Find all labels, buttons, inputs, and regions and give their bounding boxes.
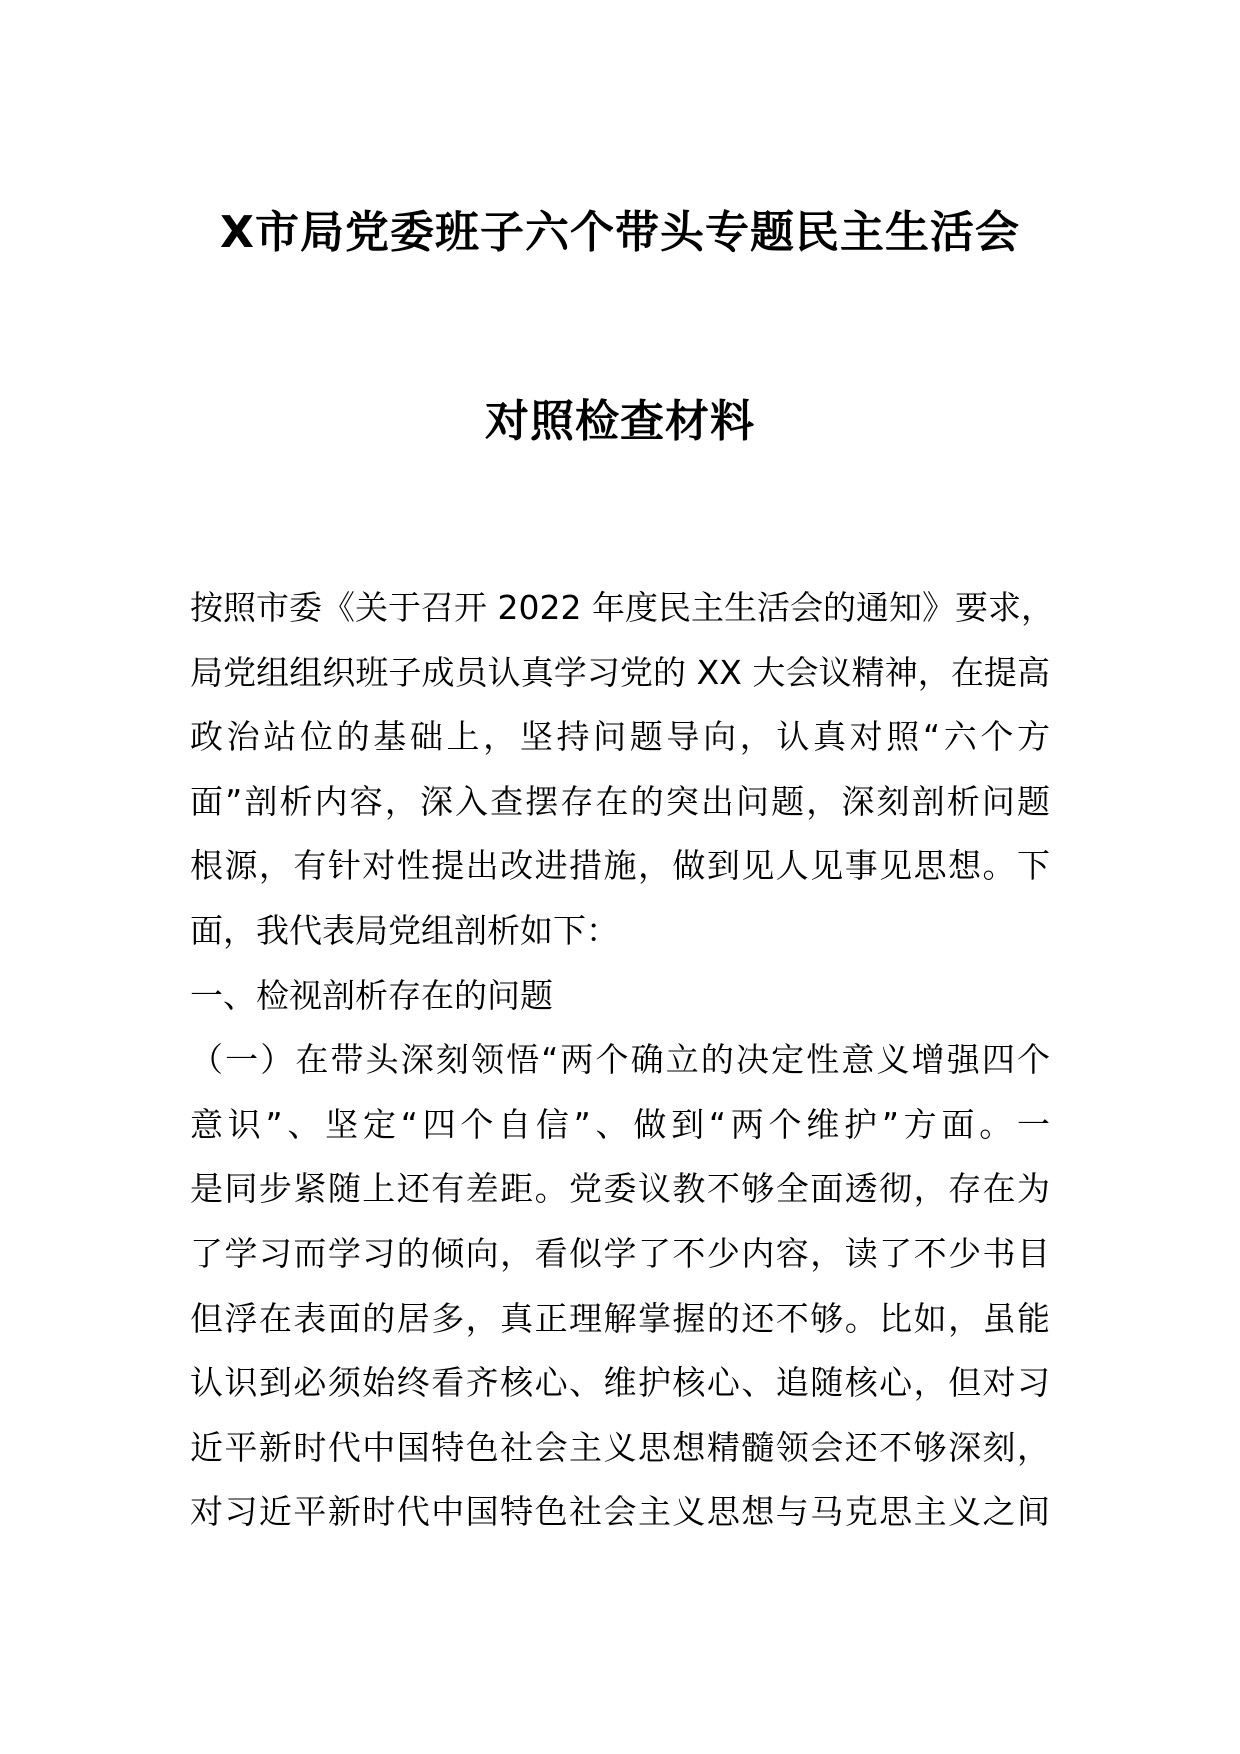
body-line: 是同步紧随上还有差距。党委议教不够全面透彻，存在为 (190, 1169, 1050, 1209)
document-body (190, 576, 1054, 1545)
body-line: 对习近平新时代中国特色社会主义思想与马克思主义之间 (190, 1492, 1050, 1532)
body-line: 根源，有针对性提出改进措施，做到见人见事见思想。下 (190, 846, 1050, 886)
body-line: 但浮在表面的居多，真正理解掌握的还不够。比如，虽能 (190, 1298, 1050, 1338)
body-line: 面”剖析内容，深入查摆存在的突出问题，深刻剖析问题 (190, 781, 1050, 821)
document-title-line-2: 对照检查材料 (485, 396, 755, 447)
body-line: （一）在带头深刻领悟“两个确立的决定性意义增强四个 (190, 1040, 1050, 1080)
body-line: 认识到必须始终看齐核心、维护核心、追随核心，但对习 (190, 1363, 1050, 1403)
body-line: 了学习而学习的倾向，看似学了不少内容，读了不少书目 (190, 1233, 1050, 1273)
document-title-line-1: X市局党委班子六个带头专题民主生活会 (220, 207, 1020, 258)
body-line: 局党组组织班子成员认真学习党的 XX 大会议精神，在提高 (190, 652, 1050, 692)
body-line: 政治站位的基础上，坚持问题导向，认真对照“六个方 (190, 717, 1050, 757)
body-line: 面，我代表局党组剖析如下： (190, 910, 619, 950)
body-line: 按照市委《关于召开 2022 年度民主生活会的通知》要求， (190, 588, 1054, 627)
section-heading: 一、检视剖析存在的问题 (190, 975, 553, 1015)
body-line: 意识”、坚定“四个自信”、做到“两个维护”方面。一 (190, 1104, 1050, 1144)
body-line: 近平新时代中国特色社会主义思想精髓领会还不够深刻， (190, 1427, 1050, 1467)
